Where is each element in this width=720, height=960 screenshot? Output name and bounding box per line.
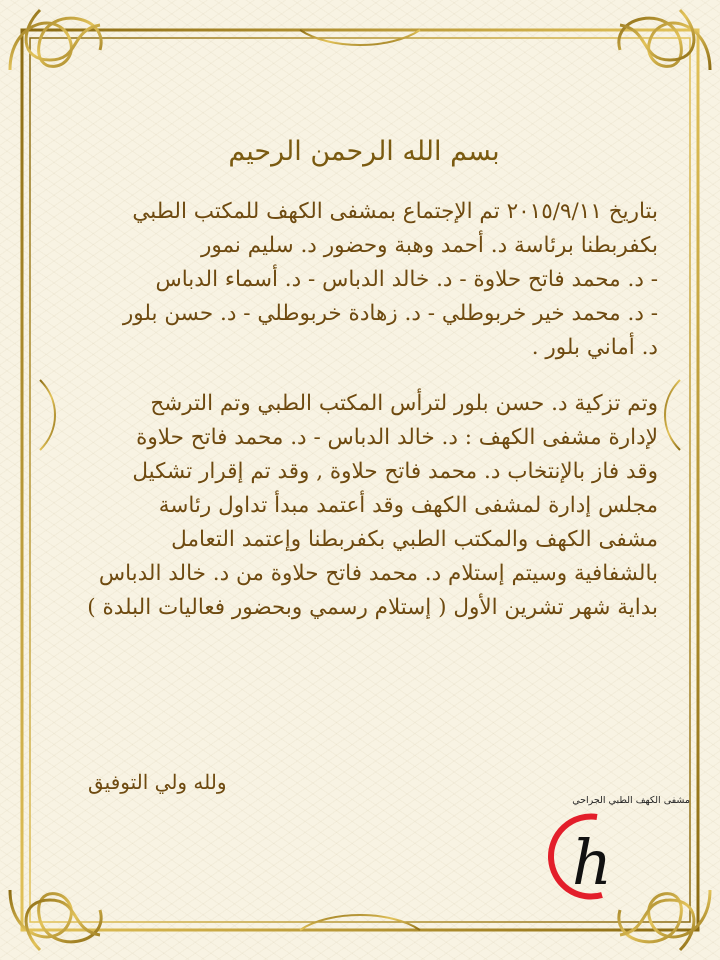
paragraph-line: بالشفافية وسيتم إستلام د. محمد فاتح حلاوة من د. خالد الدباس [98,561,658,586]
logo-letter: h [572,826,612,899]
paragraph-line: - د. محمد فاتح حلاوة - د. خالد الدباس - د. أسماء الدباس [155,267,658,292]
hospital-logo-icon [542,809,642,904]
paragraph-line: مجلس إدارة لمشفى الكهف وقد أعتمد مبدأ تداول رئاسة [158,493,658,518]
paragraph-line: لإدارة مشفى الكهف : د. خالد الدباس - د. محمد فاتح حلاوة [136,425,658,450]
paragraph-decisions [70,387,658,625]
paragraph-line: بتاريخ ٢٠١٥/٩/١١ تم الإجتماع بمشفى الكهف للمكتب الطبي [132,199,658,224]
letter-body [70,130,658,625]
paragraph-line: وتم تزكية د. حسن بلور لترأس المكتب الطبي وتم الترشح [150,391,658,416]
paragraph-line: مشفى الكهف والمكتب الطبي بكفربطنا وإعتمد التعامل [171,527,658,552]
paragraph-line: - د. محمد خير خربوطلي - د. زهادة خربوطلي - د. حسن بلور [122,301,658,326]
paragraph-line: بكفربطنا برئاسة د. أحمد وهبة وحضور د. سليم نمور [200,233,658,258]
hospital-name: مشفى الكهف الطبي الجراحي [572,795,690,806]
paragraph-line: بداية شهر تشرين الأول ( إستلام رسمي وبحضور فعاليات البلدة ) [87,595,658,620]
paragraph-meeting [70,195,658,365]
paragraph-line: د. أماني بلور . [531,335,658,360]
hospital-logo [540,795,690,905]
closing-phrase: ولله ولي التوفيق [88,770,227,794]
basmala-heading: بسم الله الرحمن الرحيم [228,136,500,167]
paragraph-line: وقد فاز بالإنتخاب د. محمد فاتح حلاوة , وقد تم إقرار تشكيل [132,459,658,484]
